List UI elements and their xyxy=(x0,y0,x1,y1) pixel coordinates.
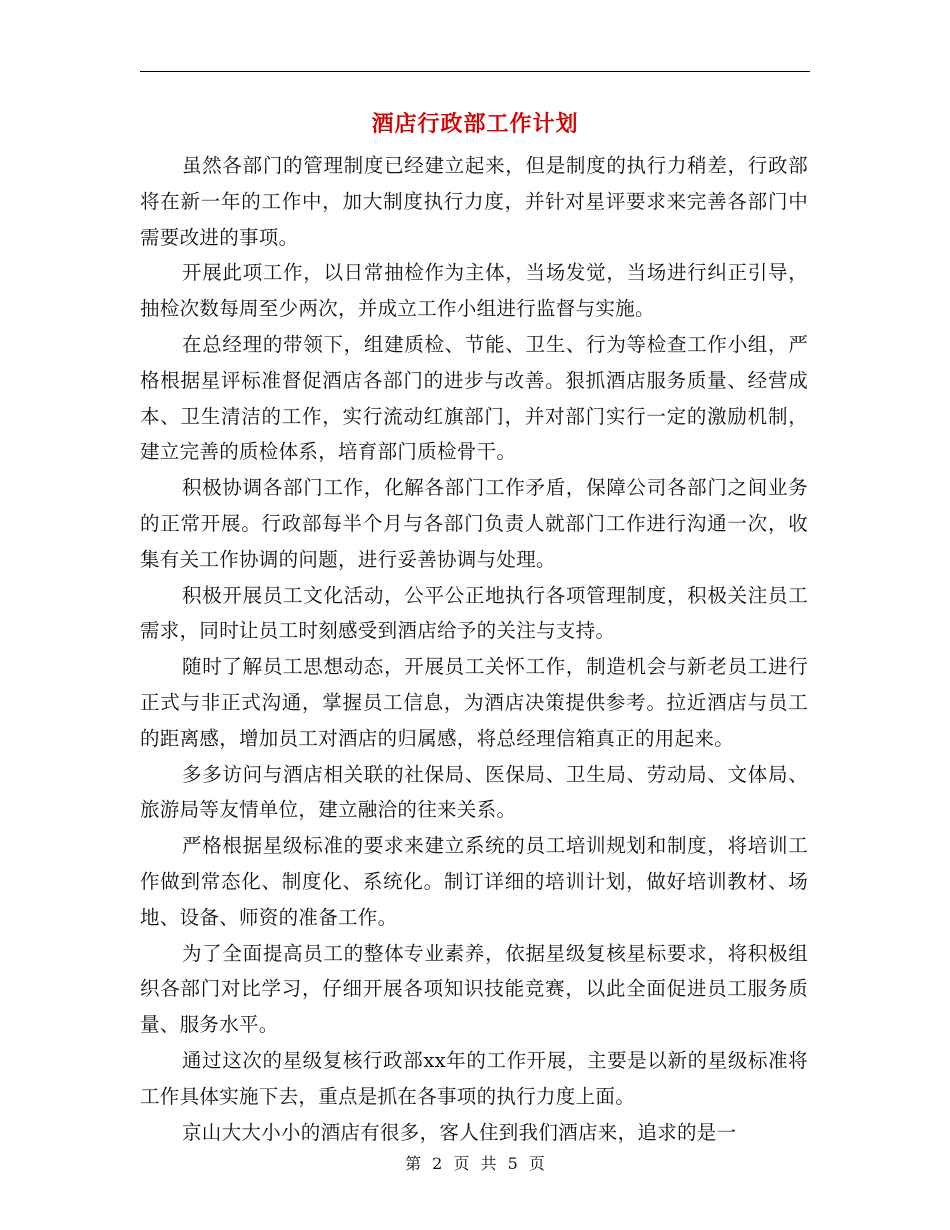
paragraph-5: 积极开展员工文化活动，公平公正地执行各项管理制度，积极关注员工需求，同时让员工时刻感受到酒店给予的关注与支持。 xyxy=(140,583,808,643)
paragraph-10: 通过这次的星级复核行政部xx年的工作开展，主要是以新的星级标准将工作具体实施下去，重点是抓在各事项的执行力度上面。 xyxy=(140,1048,808,1108)
paragraph-8: 严格根据星级标准的要求来建立系统的员工培训规划和制度，将培训工作做到常态化、制度化、系统化。制订详细的培训计划，做好培训教材、场地、设备、师资的准备工作。 xyxy=(140,834,808,929)
paragraph-7: 多多访问与酒店相关联的社保局、医保局、卫生局、劳动局、文体局、旅游局等友情单位，建立融洽的往来关系。 xyxy=(140,762,808,822)
page-number-footer: 第 2 页 共 5 页 xyxy=(405,1154,545,1173)
paragraph-11: 京山大大小小的酒店有很多，客人住到我们酒店来，追求的是一 xyxy=(182,1120,737,1144)
paragraph-9: 为了全面提高员工的整体专业素养，依据星级复核星标要求，将积极组织各部门对比学习，仔细开展各项知识技能竞赛，以此全面促进员工服务质量、服务水平。 xyxy=(140,941,808,1037)
header-rule xyxy=(140,71,810,72)
document-title: 酒店行政部工作计划 xyxy=(371,111,579,137)
paragraph-2: 开展此项工作，以日常抽检作为主体，当场发觉，当场进行纠正引导，抽检次数每周至少两次，并成立工作小组进行监督与实施。 xyxy=(140,261,808,321)
paragraph-6: 随时了解员工思想动态，开展员工关怀工作，制造机会与新老员工进行正式与非正式沟通，掌握员工信息，为酒店决策提供参考。拉近酒店与员工的距离感，增加员工对酒店的归属感，将总经理信箱真正的用起来。 xyxy=(140,655,808,750)
paragraph-4: 积极协调各部门工作，化解各部门工作矛盾，保障公司各部门之间业务的正常开展。行政部每半个月与各部门负责人就部门工作进行沟通一次，收集有关工作协调的问题，进行妥善协调与处理。 xyxy=(140,476,808,571)
paragraph-1: 虽然各部门的管理制度已经建立起来，但是制度的执行力稍差，行政部将在新一年的工作中，加大制度执行力度，并针对星评要求来完善各部门中需要改进的事项。 xyxy=(140,154,808,249)
paragraph-3: 在总经理的带领下，组建质检、节能、卫生、行为等检查工作小组，严格根据星评标准督促酒店各部门的进步与改善。狠抓酒店服务质量、经营成本、卫生清洁的工作，实行流动红旗部门，并对部门实行一定的激励机制，建立完善的质检体系，培育部门质检骨干。 xyxy=(140,332,808,464)
document-body xyxy=(140,148,808,1150)
